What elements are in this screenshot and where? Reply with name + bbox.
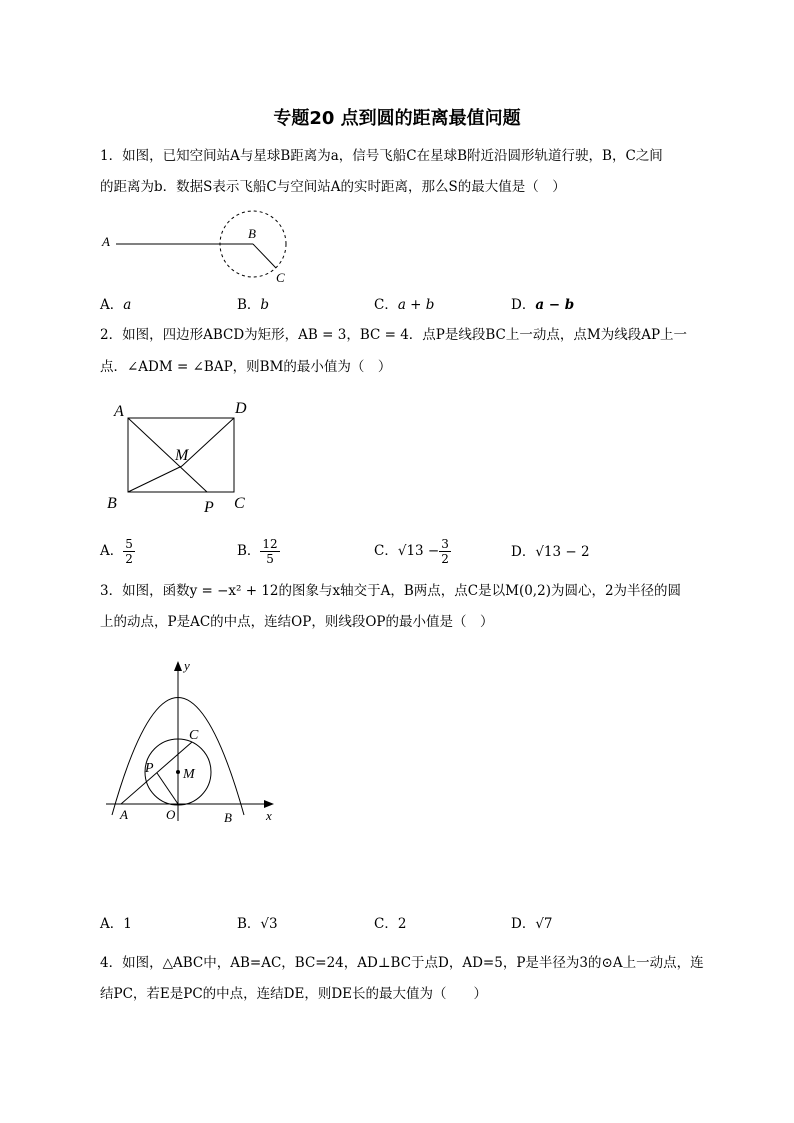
- q2-label-p: P: [204, 499, 214, 516]
- q3-center-m: [176, 770, 180, 774]
- q1-text-line2: 的距离为b．数据S表示飞船C与空间站A的实时距离，那么S的最大值是（ ）: [100, 179, 566, 195]
- q1-label-c: C: [276, 270, 285, 285]
- q3-segment-ac: [121, 742, 192, 804]
- q2-figure: [100, 394, 260, 519]
- q3-figure: [100, 655, 290, 825]
- q2-option-c: C．√13 − $\frac{3}{2}$: [374, 537, 449, 566]
- q1-option-c: C．a + b: [374, 297, 435, 313]
- q2-option-b: B． $\frac{12}{5}$: [237, 537, 278, 566]
- q3-label-o: O: [166, 807, 176, 822]
- q3-x-arrow: [264, 800, 274, 808]
- q3-text-line2: 上的动点，P是AC的中点，连结OP，则线段OP的最小值是（ ）: [100, 614, 494, 630]
- q2-option-a: A． $\frac{5}{2}$: [100, 537, 133, 566]
- q2-label-b: B: [107, 495, 117, 512]
- q2-label-c: C: [234, 495, 245, 512]
- q1-label-b: B: [248, 226, 256, 241]
- q2-text-line2: 点．∠ADM = ∠BAP，则BM的最小值为（ ）: [100, 359, 392, 375]
- q2-option-d: D．√13 − 2: [511, 544, 590, 560]
- q3-label-x: x: [266, 808, 272, 823]
- q1-label-a: A: [102, 234, 110, 249]
- q4-text-line1: 4．如图，△ABC中，AB=AC，BC=24，AD⊥BC于点D，AD=5，P是半径为3的⊙A上一动点，连: [100, 955, 704, 971]
- q1-option-a: A．a: [100, 297, 132, 313]
- q3-y-arrow: [174, 661, 182, 671]
- q2-label-m: M: [175, 447, 189, 464]
- q3-option-d: D．√7: [511, 916, 553, 932]
- q3-label-p: P: [145, 761, 154, 776]
- q3-label-a: A: [120, 807, 128, 822]
- q1-option-b: B．b: [237, 297, 270, 313]
- q2-segment-dm: [182, 418, 234, 466]
- q2-text-line1: 2．如图，四边形ABCD为矩形，AB = 3，BC = 4．点P是线段BC上一动点，点M为线段AP上一: [100, 327, 688, 343]
- q1-option-d: D．a − b: [511, 297, 575, 313]
- q3-label-b: B: [224, 810, 232, 825]
- q1-text-line1: 1．如图，已知空间站A与星球B距离为a，信号飞船C在星球B附近沿圆形轨道行驶，B，C之间: [100, 148, 663, 164]
- q3-text-line1: 3．如图，函数y = −x² + 12的图象与x轴交于A，B两点，点C是以M(0,2)为圆心，2为半径的圆: [100, 583, 682, 599]
- q2-label-a: A: [114, 403, 124, 420]
- q3-label-y: y: [184, 658, 190, 673]
- q3-label-c: C: [189, 728, 199, 743]
- q3-option-a: A．1: [100, 916, 132, 932]
- q3-option-c: C．2: [374, 916, 407, 932]
- q2-segment-ap: [128, 418, 207, 492]
- page-title: 专题20 点到圆的距离最值问题: [273, 108, 521, 129]
- q1-figure: [96, 206, 296, 288]
- q2-segment-bm: [128, 466, 182, 492]
- q3-label-m: M: [183, 767, 195, 782]
- q2-label-d: D: [235, 400, 247, 417]
- q3-option-b: B．√3: [237, 916, 278, 932]
- q1-segment-bc: [253, 244, 276, 268]
- q4-text-line2: 结PC，若E是PC的中点，连结DE，则DE长的最大值为（ ）: [100, 986, 488, 1002]
